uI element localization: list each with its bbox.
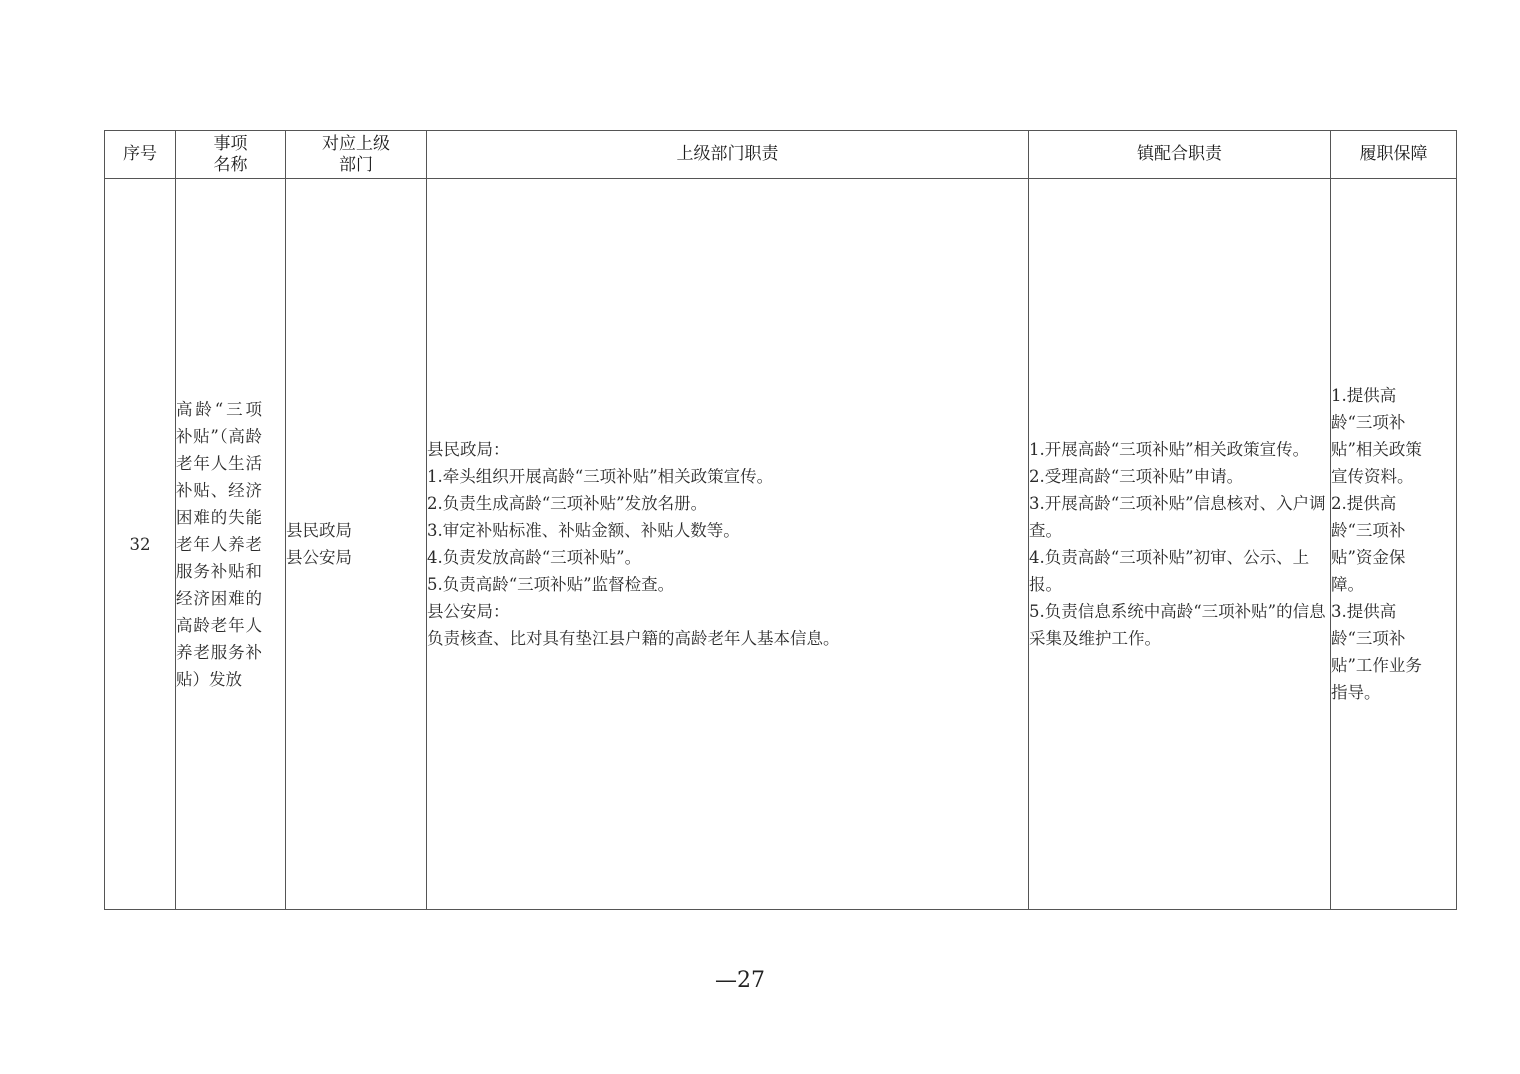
header-guarantee: 履职保障 [1331, 131, 1457, 179]
header-item-name-line-2: 名称 [213, 154, 248, 175]
cell-guarantee [1331, 179, 1457, 910]
header-town-duties: 镇配合职责 [1029, 131, 1331, 179]
header-superior-dept-line-2: 部门 [339, 154, 373, 175]
cell-superior-duties [427, 179, 1029, 910]
header-item-name [176, 131, 286, 179]
cell-superior-dept [286, 179, 427, 910]
header-superior-dept [286, 131, 427, 179]
cell-item-name [176, 179, 286, 910]
header-row [105, 131, 1457, 179]
dept-line-1: 县民政局 [286, 521, 352, 540]
duty-table [104, 130, 1457, 910]
header-seq: 序号 [105, 131, 176, 179]
duties-line: 4.负责发放高龄“三项补贴”。 [427, 548, 642, 567]
header-superior-dept-line-1: 对应上级 [322, 133, 390, 154]
duties-line: 县公安局： [427, 602, 510, 621]
duties-line: 2.负责生成高龄“三项补贴”发放名册。 [427, 494, 708, 513]
duties-line: 负责核查、比对具有垫江县户籍的高龄老年人基本信息。 [427, 629, 840, 648]
cell-town-duties [1029, 179, 1331, 910]
dept-line-2: 县公安局 [286, 548, 352, 567]
duties-line: 县民政局： [427, 440, 510, 459]
guarantee-text: 1.提供高龄“三项补贴”相关政策宣传资料。 2.提供高龄“三项补贴”资金保障。 3.提供高龄“三项补贴”工作业务指导。 [1331, 386, 1422, 702]
cell-seq: 32 [105, 179, 176, 910]
item-name-text: 高龄“三项补贴”（高龄老年人生活补贴、经济困难的失能老年人养老服务补贴和经济困难的高龄老年人养老服务补贴）发放 [176, 399, 262, 689]
page-number: —27 [715, 968, 765, 993]
town-duties-text: 1.开展高龄“三项补贴”相关政策宣传。 2.受理高龄“三项补贴”申请。 3.开展高龄“三项补贴”信息核对、入户调查。 4.负责高龄“三项补贴”初审、公示、上报。 5.负责信息系统中高龄“三项补贴”的信息采集及维护工作。 [1029, 440, 1326, 648]
header-superior-duties: 上级部门职责 [427, 131, 1029, 179]
duties-line: 5.负责高龄“三项补贴”监督检查。 [427, 575, 675, 594]
duties-line: 3.审定补贴标准、补贴金额、补贴人数等。 [427, 521, 740, 540]
header-item-name-line-1: 事项 [213, 133, 248, 154]
duties-line: 1.牵头组织开展高龄“三项补贴”相关政策宣传。 [427, 467, 774, 486]
table-row [105, 179, 1457, 910]
